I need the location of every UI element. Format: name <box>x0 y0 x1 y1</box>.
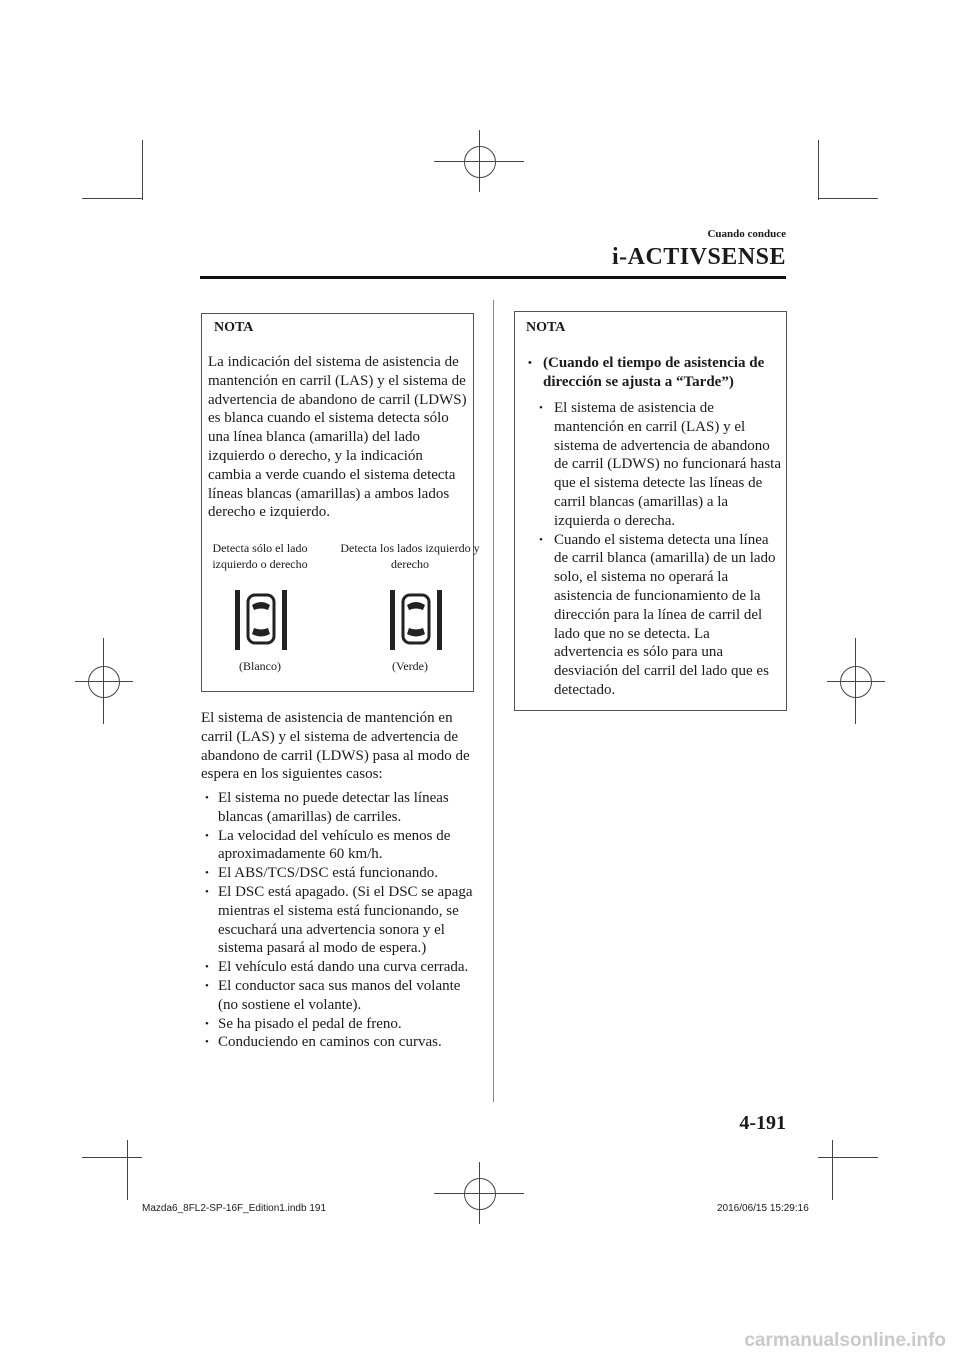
figure-caption-left: Detecta sólo el lado izquierdo o derecho <box>212 541 308 571</box>
watermark: carmanualsonline.info <box>744 1330 946 1351</box>
note-label: NOTA <box>214 320 254 335</box>
standby-conditions-list <box>205 789 475 1052</box>
note-text: La indicación del sistema de asistencia de mantención en carril (LAS) y el sistema de advertencia de abandono de carril (LDWS) es blanca cuando el sistema detecta sólo una línea blanca (amarilla) del lado izquierdo o derecho, y la indicación cambia a verde cuando el sistema detecta líneas blancas (amarillas) a ambos lados derecho e izquierdo. <box>208 354 467 521</box>
note-heading: • (Cuando el tiempo de asistencia de dirección se ajusta a “Tarde”) <box>528 354 780 392</box>
page-number: 4-191 <box>739 1112 786 1134</box>
figure-color-white: (Blanco) <box>239 659 281 673</box>
list-item: • Cuando el sistema detecta una línea de carril blanca (amarilla) de un lado solo, el sistema no operará la asistencia de funcionamiento de la dirección para la línea de carril del lado que no se detecta. La advertencia es sólo para una desviación del carril del lado que es detectado. <box>539 531 781 700</box>
list-item: • Se ha pisado el pedal de freno. <box>205 1015 475 1034</box>
note-items-list <box>539 399 781 700</box>
list-item: • El DSC está apagado. (Si el DSC se apaga mientras el sistema está funcionando, se escuchará una advertencia sonora y el sistema pasará al modo de espera.) <box>205 883 475 958</box>
section-label: Cuando conduce <box>707 228 786 240</box>
list-item: • El ABS/TCS/DSC está funcionando. <box>205 864 475 883</box>
figure-color-green: (Verde) <box>392 659 428 673</box>
note-heading-list <box>528 354 780 392</box>
list-item: • El sistema no puede detectar las líneas blancas (amarillas) de carriles. <box>205 789 475 827</box>
footer-date: 2016/06/15 15:29:16 <box>717 1203 809 1214</box>
body-intro: El sistema de asistencia de mantención en carril (LAS) y el sistema de advertencia de abandono de carril (LDWS) pasa al modo de espera en los siguientes casos: <box>201 710 470 783</box>
list-item: • La velocidad del vehículo es menos de aproximadamente 60 km/h. <box>205 827 475 865</box>
chapter-title: i-ACTIVSENSE <box>611 244 786 270</box>
note-box-left <box>201 313 480 692</box>
list-item: • Conduciendo en caminos con curvas. <box>205 1033 475 1052</box>
column-divider <box>493 300 494 1102</box>
note-box-right <box>514 311 787 711</box>
lane-indicator-green-icon <box>387 589 445 651</box>
header-rule <box>200 276 786 279</box>
lane-indicator-white-icon <box>232 589 290 651</box>
footer-file: Mazda6_8FL2-SP-16F_Edition1.indb 191 <box>142 1203 327 1214</box>
figure-caption-right: Detecta los lados izquierdo y derecho <box>340 541 480 571</box>
note-label: NOTA <box>526 320 566 335</box>
list-item: • El conductor saca sus manos del volante (no sostiene el volante). <box>205 977 475 1015</box>
list-item: • El sistema de asistencia de mantención en carril (LAS) y el sistema de advertencia de abandono de carril (LDWS) no funcionará hasta que el sistema detecte las líneas de carril blancas (amarillas) a la izquierda o derecha. <box>539 399 781 531</box>
list-item: • El vehículo está dando una curva cerrada. <box>205 958 475 977</box>
